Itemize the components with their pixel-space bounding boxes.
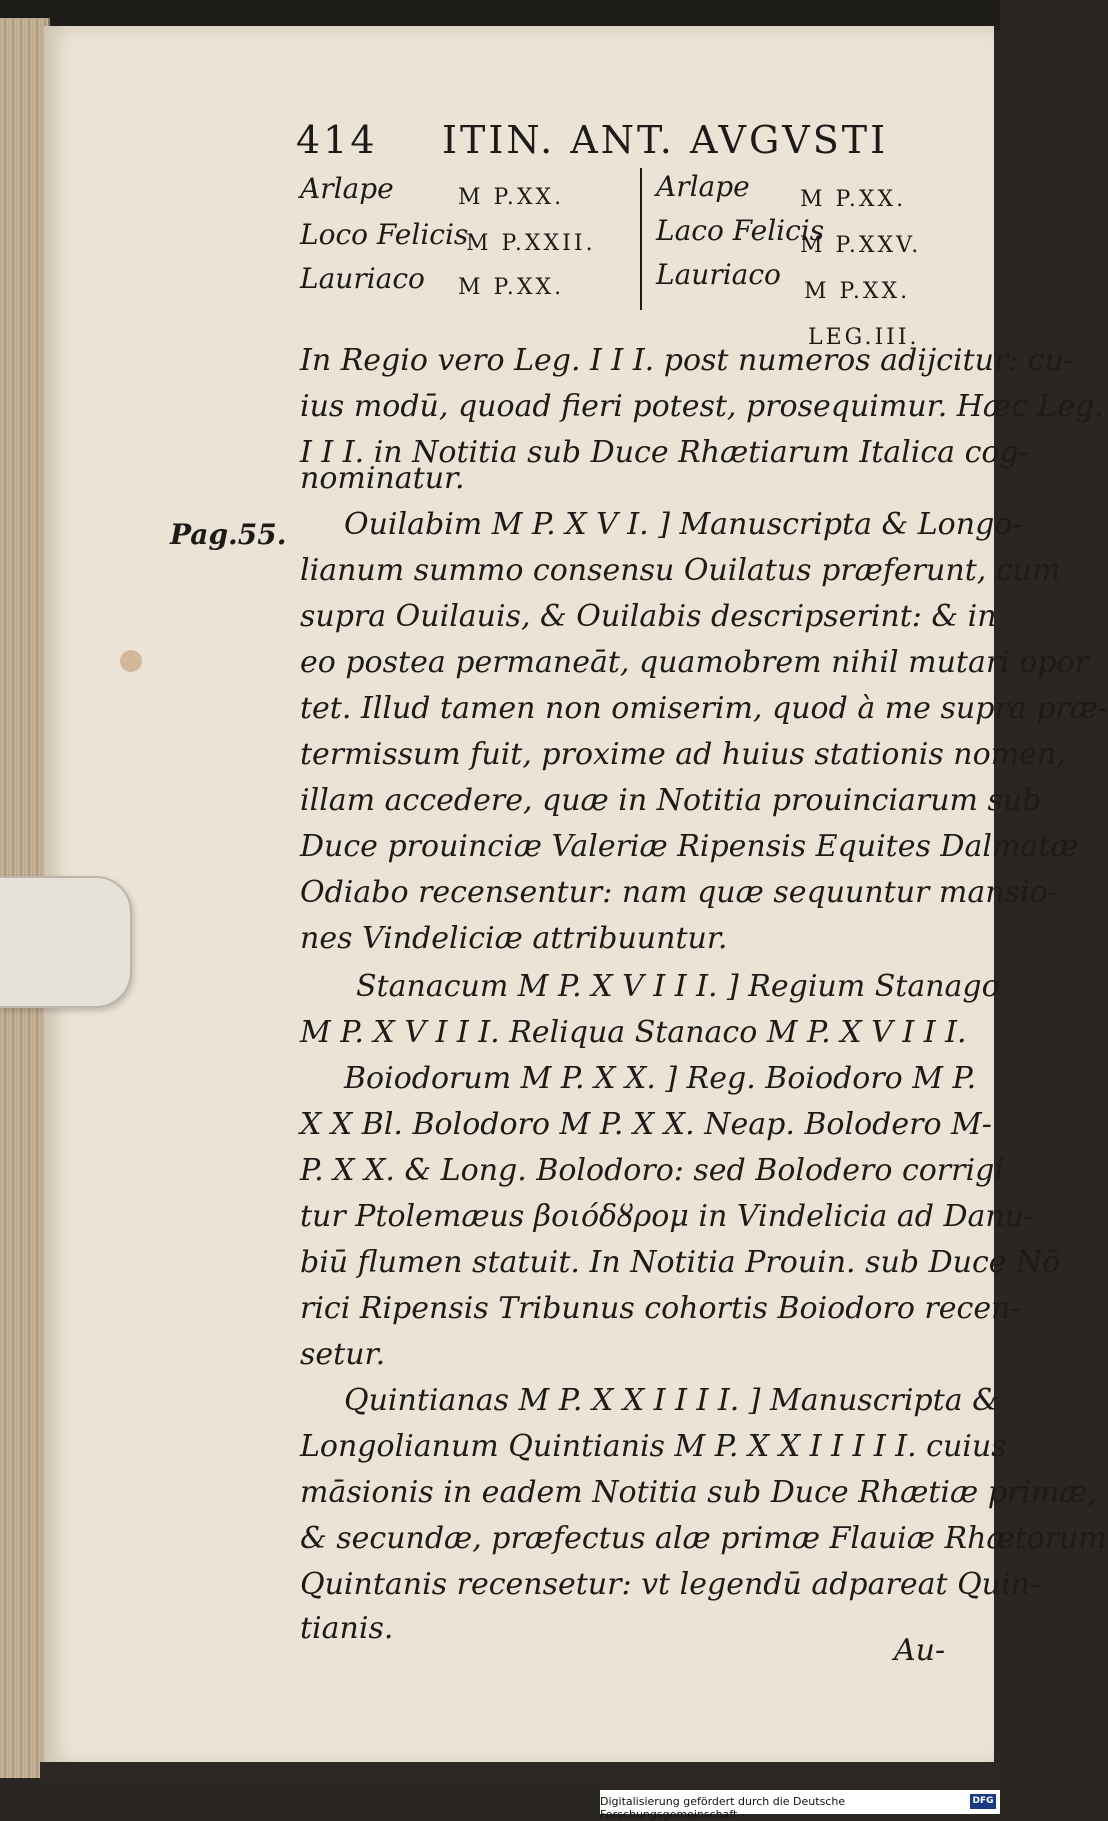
text-line: eo postea permaneāt, quamobrem nihil mutari opor [300, 645, 1089, 680]
table-right-mp-1: M P.XX. [800, 187, 907, 212]
text-line: Odiabo recensentur: nam quæ sequuntur mansio- [300, 875, 1058, 910]
margin-note: Pag.55. [170, 518, 287, 551]
text-line: supra Ouilauis, & Ouilabis descripserint: & in [300, 599, 997, 634]
table-right-name-1: Arlape [656, 170, 750, 203]
table-left-name-2: Loco Felicis [300, 218, 469, 251]
digitization-credit [600, 1790, 1000, 1821]
text-line: tianis. [300, 1611, 394, 1646]
text-line: ius modū, quoad fieri potest, prosequimur. Hæc Leg. [300, 389, 1104, 424]
text-line: Boiodorum M P. X X. ] Reg. Boiodoro M P. [344, 1061, 977, 1096]
text-line: M P. X V I I I. Reliqua Stanaco M P. X V I I I. [300, 1015, 967, 1050]
table-right-mp-2: M P.XXV. [800, 233, 922, 258]
text-line: Duce prouinciæ Valeriæ Ripensis Equites Dalmatæ [300, 829, 1079, 864]
text-line: Quintianas M P. X X I I I I. ] Manuscripta & [344, 1383, 999, 1418]
credit-text: Digitalisierung gefördert durch die Deutsche Forschungsgemeinschaft - [600, 1795, 846, 1821]
text-line: tet. Illud tamen non omiserim, quod à me supra præ- [300, 691, 1108, 726]
table-left-name-3: Lauriaco [300, 262, 425, 295]
table-right-name-3: Lauriaco [656, 258, 781, 291]
text-line: X X Bl. Bolodoro M P. X X. Neap. Bolodero M- [300, 1107, 992, 1142]
text-line: biū flumen statuit. In Notitia Prouin. sub Duce Nō [300, 1245, 1061, 1280]
text-line: I I I. in Notitia sub Duce Rhætiarum Italica cog- [300, 435, 1029, 470]
text-line: termissum fuit, proxime ad huius stationis nomen, [300, 737, 1066, 772]
page-clip [0, 876, 132, 1008]
text-line: nes Vindeliciæ attribuuntur. [300, 921, 728, 956]
text-line: & secundæ, præfectus alæ primæ Flauiæ Rhætorum [300, 1521, 1107, 1556]
paper-stain [120, 650, 142, 672]
text-line: Stanacum M P. X V I I I. ] Regium Stanago [356, 969, 1000, 1004]
text-line: tur Ptolemæus βοιόδȣρομ in Vindelicia ad Danu- [300, 1199, 1035, 1234]
page-number: 414 [296, 118, 378, 162]
table-left-mp-1: M P.XX. [458, 185, 565, 210]
table-left-name-1: Arlape [300, 172, 394, 205]
running-title: ITIN. ANT. AVGVSTI [442, 118, 889, 162]
text-line: nominatur. [300, 461, 465, 496]
text-line: P. X X. & Long. Bolodoro: sed Bolodero corrigi [300, 1153, 1004, 1188]
table-right-mp-3: M P.XX. [804, 279, 911, 304]
dfg-logo-icon: DFG [970, 1794, 996, 1809]
text-line: lianum summo consensu Ouilatus præferunt, cum [300, 553, 1061, 588]
text-line: Longolianum Quintianis M P. X X I I I I I. cuius [300, 1429, 1007, 1464]
text-line: illam accedere, quæ in Notitia prouinciarum sub [300, 783, 1042, 818]
text-line: In Regio vero Leg. I I I. post numeros adijcitur: cu- [300, 343, 1075, 378]
catchword: Au- [894, 1633, 946, 1668]
table-right-name-2: Laco Felicis [656, 214, 825, 247]
table-left-mp-2: M P.XXII. [466, 231, 596, 256]
text-line: rici Ripensis Tribunus cohortis Boiodoro recen- [300, 1291, 1021, 1326]
text-line: Ouilabim M P. X V I. ] Manuscripta & Longo- [344, 507, 1023, 542]
text-line: Quintanis recensetur: vt legendū adpareat Quin- [300, 1567, 1041, 1602]
text-line: māsionis in eadem Notitia sub Duce Rhætiæ primæ, [300, 1475, 1098, 1510]
table-right-extra: LEG.III. [808, 325, 920, 350]
text-line: setur. [300, 1337, 386, 1372]
table-divider [640, 168, 642, 310]
table-left-mp-3: M P.XX. [458, 275, 565, 300]
page-bottom-edge [40, 1762, 998, 1784]
